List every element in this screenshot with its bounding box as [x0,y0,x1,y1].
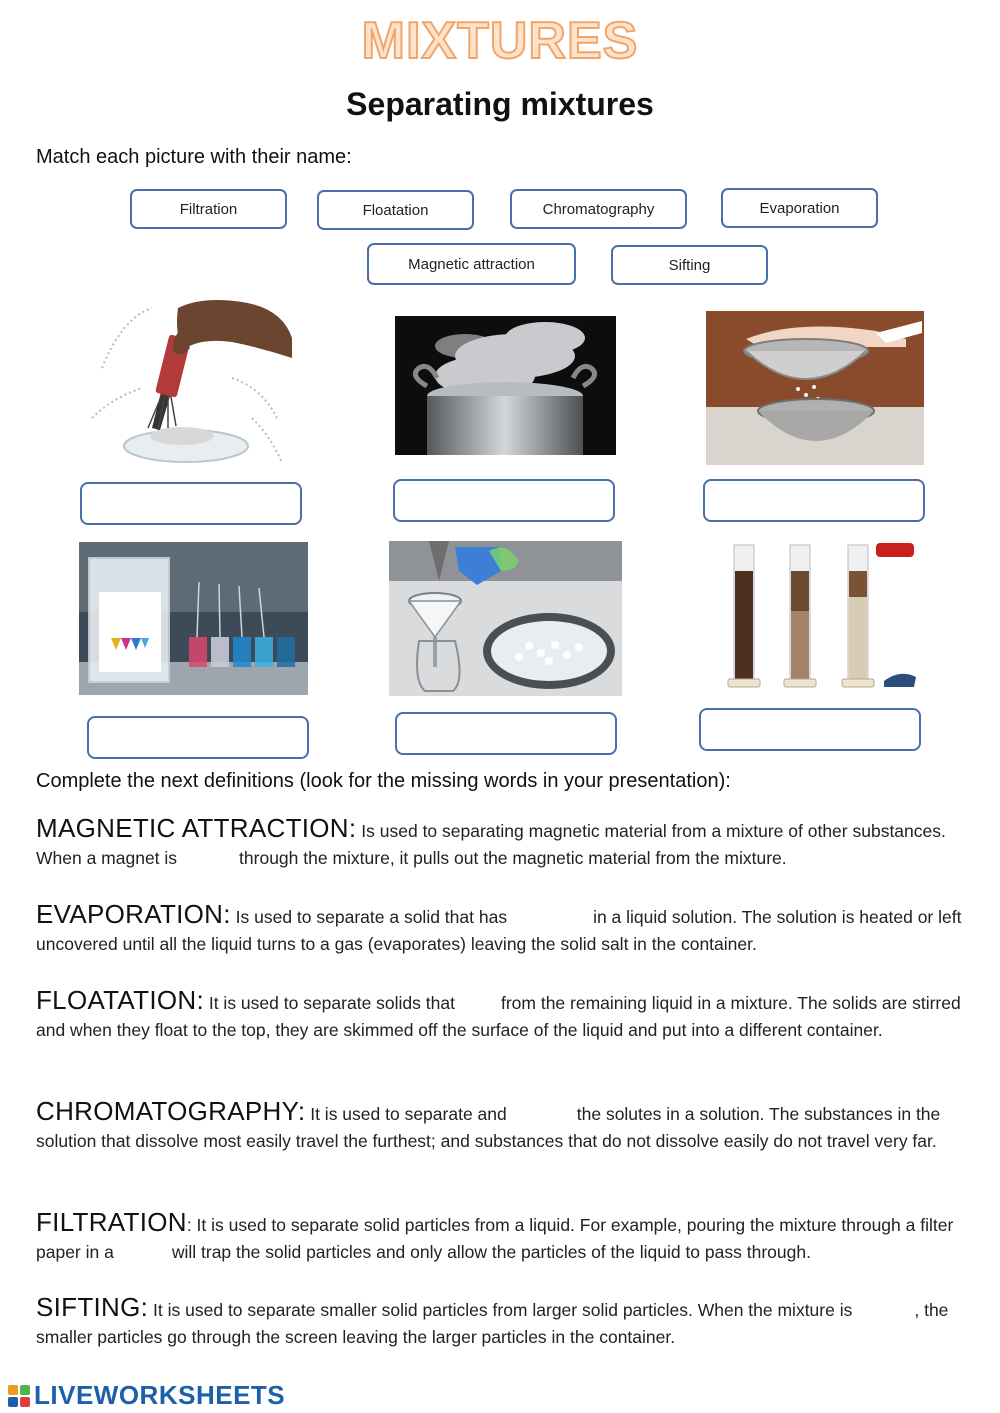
definition-text-before: Is used to separating magnetic material from a mixture of other substances. When a magnet is [36,821,946,868]
sieve-bowl-image [706,311,924,465]
definitions-instruction: Complete the next definitions (look for the missing words in your presentation): [36,770,731,792]
definition-term: FILTRATION [36,1207,187,1237]
liveworksheets-logo-icon [8,1385,30,1407]
definition-text-after: , the smaller particles go through the screen leaving the larger particles in the container. [36,1300,949,1347]
definition-term: MAGNETIC ATTRACTION: [36,813,357,843]
definition-text-after: from the remaining liquid in a mixture. The solids are stirred and when they float to the top, they are skimmed off the surface of the liquid and put into a different container. [36,993,961,1040]
definition-term: FLOATATION: [36,985,204,1015]
definition-text-after: will trap the solid particles and only allow the particles of the liquid to pass through. [171,1242,811,1262]
answer-box-3[interactable] [703,479,925,522]
page-title: MIXTURES [361,12,639,70]
answer-box-5[interactable] [395,712,617,755]
definition-term: CHROMATOGRAPHY: [36,1096,306,1126]
chromatography-beaker-image [79,542,308,695]
funnel-filtering-image [389,541,622,696]
definition-text-before: It is used to separate smaller solid particles from larger solid particles. When the mixture is [148,1300,853,1320]
definition-text-before: It is used to separate and [305,1104,507,1124]
match-instruction: Match each picture with their name: [36,146,352,168]
definition-text-after: the solutes in a solution. The substances in the solution that dissolve most easily travel the furthest; and substances that do not dissolve easily do not travel very far. [36,1104,941,1151]
definition-evaporation [36,901,976,958]
footer-brand [8,1380,285,1411]
definition-chromatography [36,1098,976,1155]
answer-box-6[interactable] [699,708,921,751]
definition-sifting [36,1294,976,1351]
definition-text-after: through the mixture, it pulls out the magnetic material from the mixture. [239,848,787,868]
answer-box-4[interactable] [87,716,309,759]
word-magnetic-attraction[interactable]: Magnetic attraction [367,243,576,285]
answer-box-1[interactable] [80,482,302,525]
brand-name: LIVEWORKSHEETS [34,1380,286,1410]
definition-filtration [36,1209,976,1266]
definition-term: EVAPORATION: [36,899,231,929]
definition-text-before: Is used to separate a solid that has [230,907,508,927]
definition-text-before: It is used to separate solids that [203,993,455,1013]
graduated-cylinders-image [724,541,920,691]
definition-term: SIFTING: [36,1292,149,1322]
page-subtitle: Separating mixtures [346,86,654,122]
definition-magnetic-attraction [36,815,976,872]
definition-text-before: : It is used to separate solid particles from a liquid. For example, pouring the mixture through a filter paper in a [36,1215,954,1262]
definition-floatation [36,987,976,1044]
answer-box-2[interactable] [393,479,615,522]
magnet-iron-filings-image [82,278,294,470]
word-sifting[interactable]: Sifting [611,245,768,285]
word-floatation[interactable]: Floatation [317,190,474,230]
word-chromatography[interactable]: Chromatography [510,189,687,229]
steaming-pot-image [395,316,616,455]
word-filtration[interactable]: Filtration [130,189,287,229]
word-evaporation[interactable]: Evaporation [721,188,878,228]
definition-text-after: in a liquid solution. The solution is heated or left uncovered until all the liquid turns to a gas (evaporates) leaving the solid salt in the container. [36,907,962,954]
